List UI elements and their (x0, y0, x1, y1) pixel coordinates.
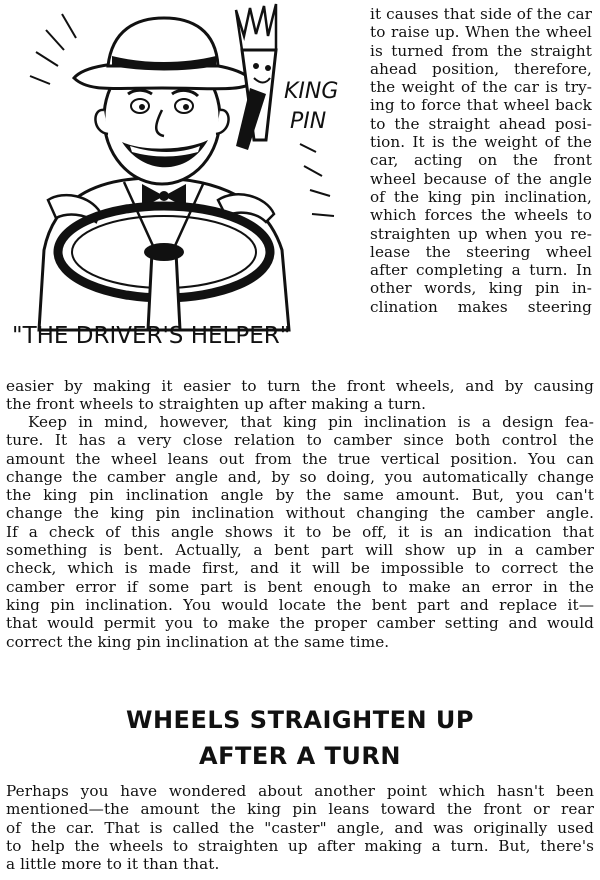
driver-cartoon-illustration (4, 0, 360, 368)
text-line: ing to force that wheel back (370, 96, 592, 115)
text-line: something is bent. Actually, a bent part will show up in a camber (6, 541, 594, 560)
illustration-caption: "THE DRIVER'S HELPER" (12, 323, 291, 349)
text-line: the weight of the car is try- (370, 78, 592, 97)
text-line: check, which is made first, and it will be impossible to correct the (6, 559, 594, 578)
text-line: amount the wheel leans out from the true vertical position. You can (6, 449, 594, 468)
text-line: change the king pin inclination without changing the camber angle. (6, 504, 594, 523)
text-line: of the king pin inclination, (370, 187, 592, 206)
section-heading (0, 702, 600, 774)
paragraph-2 (6, 413, 594, 651)
text-line: Perhaps you have wondered about another point which hasn't been (6, 782, 594, 800)
text-line: easier by making it easier to turn the front wheels, and by causing (6, 377, 594, 395)
text-line: clination makes steering (370, 297, 592, 316)
text-line: the king pin inclination angle by the same amount. But, you can't (6, 486, 594, 505)
text-line: is turned from the straight (370, 41, 592, 60)
text-line: the front wheels to straighten up after making a turn. (6, 395, 427, 414)
text-line: a little more to it than that. (6, 855, 220, 874)
column-text (370, 5, 592, 316)
text-line: mentioned—the amount the king pin leans toward the front or rear (6, 800, 594, 819)
text-line: ture. It has a very close relation to camber since both control the (6, 431, 594, 450)
text-line: king pin inclination. You would locate the bent part and replace it— (6, 595, 594, 614)
paragraph-1-continuation (6, 377, 594, 414)
text-line: ahead position, therefore, (370, 59, 592, 78)
king-pin-label-line2: PIN (290, 109, 327, 134)
text-line: car, acting on the front (370, 151, 592, 170)
text-line: to the straight ahead posi- (370, 114, 592, 133)
text-line: lease the steering wheel (370, 242, 592, 261)
text-line: to raise up. When the wheel (370, 23, 592, 42)
text-line: that would permit you to make the proper camber setting and would (6, 614, 594, 633)
text-line: straighten up when you re- (370, 224, 592, 243)
text-line: Keep in mind, however, that king pin inclination is a design fea- (28, 413, 594, 431)
text-line: camber error if some part is bent enough to make an error in the (6, 577, 594, 596)
text-line: If a check of this angle shows it to be off, it is an indication that (6, 522, 594, 541)
text-line: correct the king pin inclination at the same time. (6, 632, 390, 651)
king-pin-label-line1: KING (284, 79, 339, 104)
text-line: tion. It is the weight of the (370, 133, 592, 152)
text-line: which forces the wheels to (370, 206, 592, 225)
text-line: other words, king pin in- (370, 279, 592, 298)
paragraph-3 (6, 782, 594, 873)
heading-line-2: AFTER A TURN (199, 742, 401, 770)
text-line: it causes that side of the car (370, 5, 592, 23)
text-line: change the camber angle and, by so doing, you automatically change (6, 467, 594, 486)
text-line: after completing a turn. In (370, 261, 592, 280)
text-line: to help the wheels to straighten up after making a turn. But, there's (6, 836, 594, 855)
text-line: wheel because of the angle (370, 169, 592, 188)
heading-line-1: WHEELS STRAIGHTEN UP (126, 706, 474, 734)
text-line: of the car. That is called the "caster" angle, and was originally used (6, 818, 594, 837)
